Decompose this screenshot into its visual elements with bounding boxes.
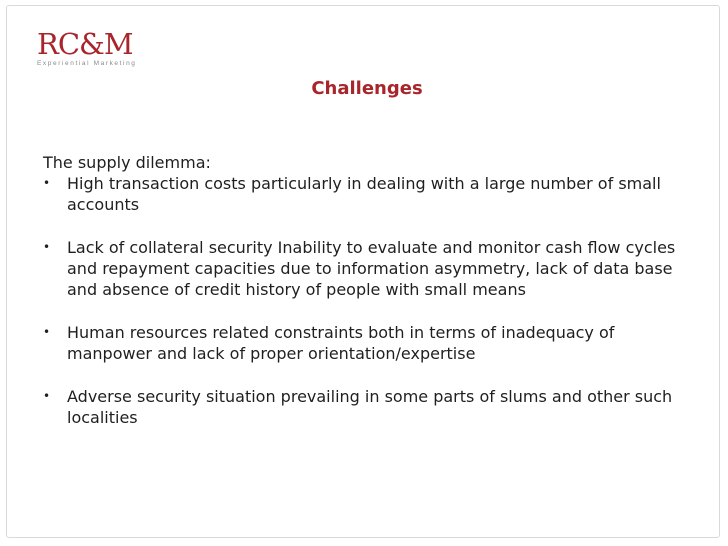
bullet-list — [43, 173, 693, 428]
bullet-text: Adverse security situation prevailing in some parts of slums and other such localities — [67, 387, 673, 427]
slide-title: Challenges — [311, 78, 423, 99]
company-logo — [37, 27, 137, 67]
bullet-item — [43, 237, 693, 300]
intro-text: The supply dilemma: — [43, 153, 211, 172]
bullet-text: High transaction costs particularly in dealing with a large number of small accounts — [67, 174, 661, 214]
bullet-icon: • — [43, 176, 51, 190]
bullet-text: Lack of collateral security Inability to evaluate and monitor cash flow cycles and repayment capacities due to information asymmetry, lack of data base and absence of credit history of people with small means — [67, 238, 676, 299]
logo-wordmark: RC&M — [37, 27, 133, 61]
bullet-item — [43, 322, 693, 364]
logo-tagline: Experiential Marketing — [37, 60, 137, 67]
bullet-item — [43, 173, 693, 215]
bullet-icon: • — [43, 325, 51, 339]
bullet-item — [43, 386, 693, 428]
slide-body — [43, 152, 693, 428]
bullet-icon: • — [43, 240, 51, 254]
bullet-icon: • — [43, 389, 51, 403]
bullet-text: Human resources related constraints both in terms of inadequacy of manpower and lack of proper orientation/expertise — [67, 323, 615, 363]
